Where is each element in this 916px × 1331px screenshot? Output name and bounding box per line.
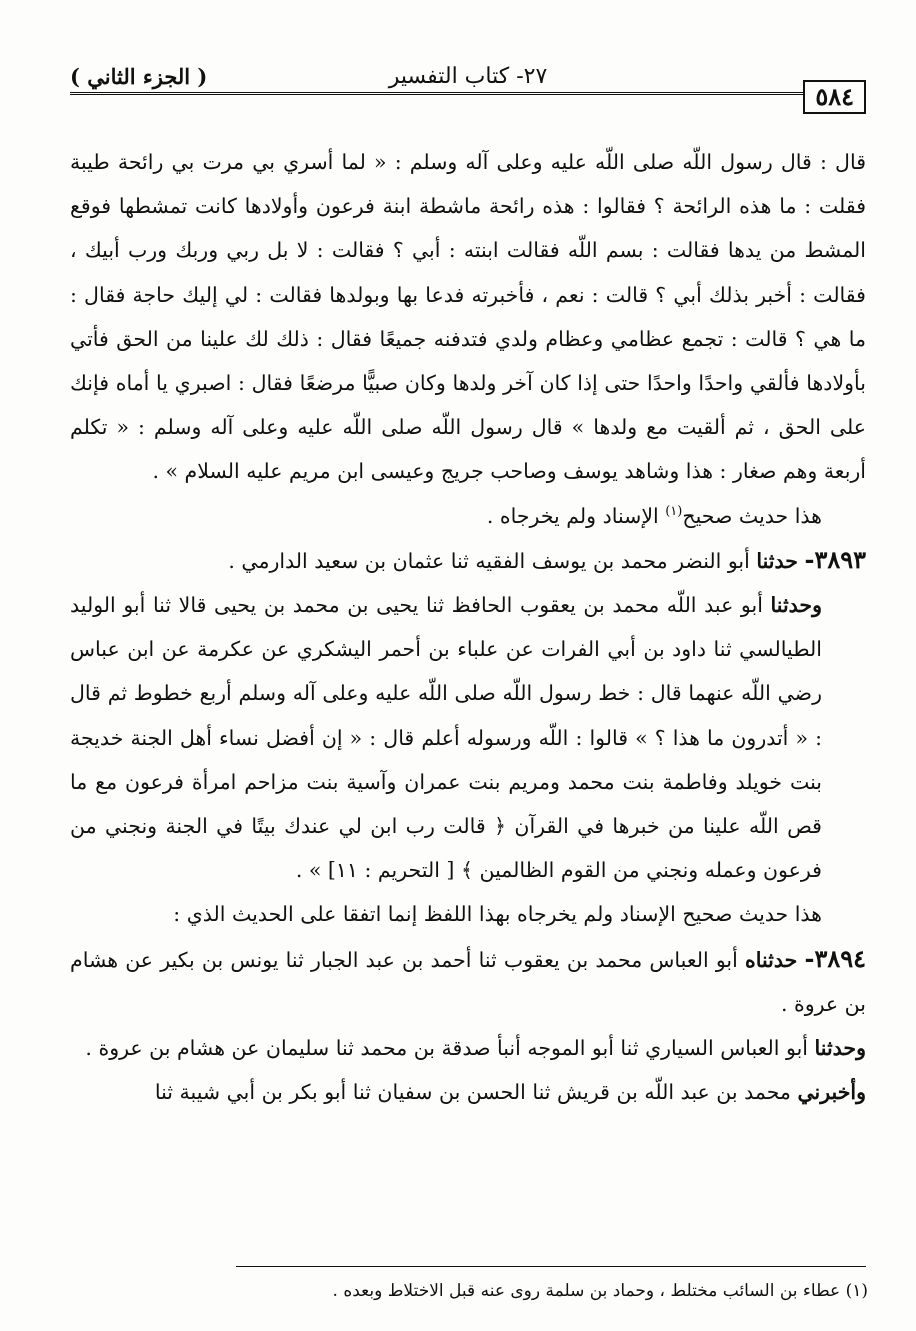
paragraph-grading — [70, 494, 866, 538]
text-line: قص اللّه علينا من خبرها في القرآن ﴿ قالت رب ابن لي عندك بيتًا في الجنة ونجني من — [70, 814, 822, 839]
chain-text: أبو النضر محمد بن يوسف الفقيه ثنا عثمان بن سعيد الدارمي . — [228, 548, 757, 573]
text-line: حاجة فقال : ما هي ؟ قالت : تجمع عظامي وعظام ولدي فتدفنه جميعًا فقال : ذلك لك — [70, 282, 866, 351]
chain-text: محمد بن عبد اللّه بن قريش ثنا الحسن بن سفيان ثنا أبو بكر بن أبي شيبة ثنا — [154, 1080, 798, 1105]
text-line: أبيك ، فقالت : أخبر بذلك أبي ؟ قالت : نعم ، فأخبرته فدعا بها وبولدها فقالت : لي إليك — [70, 238, 866, 307]
chain-lead-word: حدثنا — [756, 548, 798, 573]
grading-text-end: الإسناد ولم يخرجاه . — [486, 503, 666, 528]
footnote-separator — [236, 1266, 866, 1267]
text-line: أبو العباس محمد بن يعقوب ثنا أحمد بن عبد الجبار ثنا يونس بن بكير — [160, 947, 745, 972]
text-line: وعلى آله وسلم : « تكلم أربعة وهم صغار : هذا وشاهد يوسف وصاحب جريج وعيسى — [70, 415, 866, 484]
hadith-3894 — [70, 937, 866, 1026]
paragraph-chain-3 — [70, 1026, 866, 1070]
chain-lead-word: حدثناه — [744, 947, 798, 972]
text-line: أبو عبد اللّه محمد بن يعقوب الحافظ ثنا يحيى بن محمد بن يحيى قالا ثنا — [152, 593, 771, 618]
text-line: قال : قال رسول اللّه صلى اللّه عليه وعلى آله وسلم : « لما أسري بي مرت بي رائحة طيبة — [70, 150, 866, 174]
text-line: علينا من الحق فأتي بأولادها فألقي واحدًا واحدًا حتى إذا كان آخر ولدها وكان صبيًّا مرضعًا — [70, 326, 866, 396]
page-header — [70, 62, 866, 111]
text-line: فوقع المشط من يدها فقالت : بسم اللّه فقالت ابنته : أبي ؟ فقالت : لا بل ربي وربك ورب — [70, 194, 866, 263]
grading-text: هذا حديث صحيح — [682, 503, 822, 528]
text-line: قال : « أتدرون ما هذا ؟ » قالوا : اللّه ورسوله أعلم قال : « إن أفضل نساء أهل الجنة خديجة — [70, 681, 822, 750]
hadith-number: ٣٨٩٣- — [804, 544, 866, 574]
chapter-title: ٢٧- كتاب التفسير — [388, 64, 548, 89]
hadith-number: ٣٨٩٤- — [804, 943, 866, 973]
chain-lead-word: وحدثنا — [814, 1036, 866, 1061]
chain-lead-word: وحدثنا — [770, 593, 822, 618]
text-line: فرعون وعمله ونجني من القوم الظالمين ﴾ [ التحريم : ١١] » . — [295, 858, 822, 883]
text-line: ابن مريم عليه السلام » . — [152, 459, 365, 484]
chain-lead-word: وأخبرني — [797, 1080, 866, 1105]
text-line: أبو الوليد الطيالسي ثنا داود بن أبي الفرات عن علباء بن أحمر اليشكري عن عكرمة عن ابن — [70, 593, 822, 662]
paragraph-hadith-text — [70, 140, 866, 494]
text-line: فقلت : ما هذه الرائحة ؟ فقالوا : هذه رائحة ماشطة ابنة فرعون وأولادها كانت تمشطها — [118, 194, 866, 219]
footnote: (١) عطاء بن السائب مختلط ، وحماد بن سلمة روى عنه قبل الاختلاط وبعده . — [332, 1281, 868, 1301]
footnote-marker: (١) — [665, 503, 683, 519]
volume-label: ( الجزء الثاني ) — [70, 64, 208, 89]
text-line: بنت خويلد وفاطمة بنت محمد ومريم بنت عمران وآسية بنت مزاحم امرأة فرعون مع ما — [70, 769, 822, 794]
paragraph-grading-2 — [70, 892, 866, 936]
text-line: عن هشام بن عروة . — [70, 947, 866, 1016]
text-line: فقال : اصبري يا أماه فإنك على الحق ، ثم ألقيت مع ولدها » قال رسول اللّه صلى اللّه عليه — [70, 371, 866, 440]
header-rule — [70, 92, 866, 95]
paragraph-chain-4 — [70, 1070, 866, 1114]
text-line: عباس رضي اللّه عنهما قال : خط رسول اللّه صلى اللّه عليه وعلى آله وسلم أربع خطوط ثم — [70, 637, 822, 706]
page-number: ٥٨٤ — [803, 80, 866, 114]
page-body — [70, 140, 866, 1114]
chain-text: أبو العباس السياري ثنا أبو الموجه أنبأ صدقة بن محمد ثنا سليمان عن هشام بن عروة . — [85, 1036, 815, 1061]
paragraph-chain-2 — [70, 583, 866, 892]
hadith-3893 — [70, 538, 866, 583]
grading-text: هذا حديث صحيح الإسناد ولم يخرجاه بهذا اللفظ إنما اتفقا على الحديث الذي : — [173, 902, 822, 927]
